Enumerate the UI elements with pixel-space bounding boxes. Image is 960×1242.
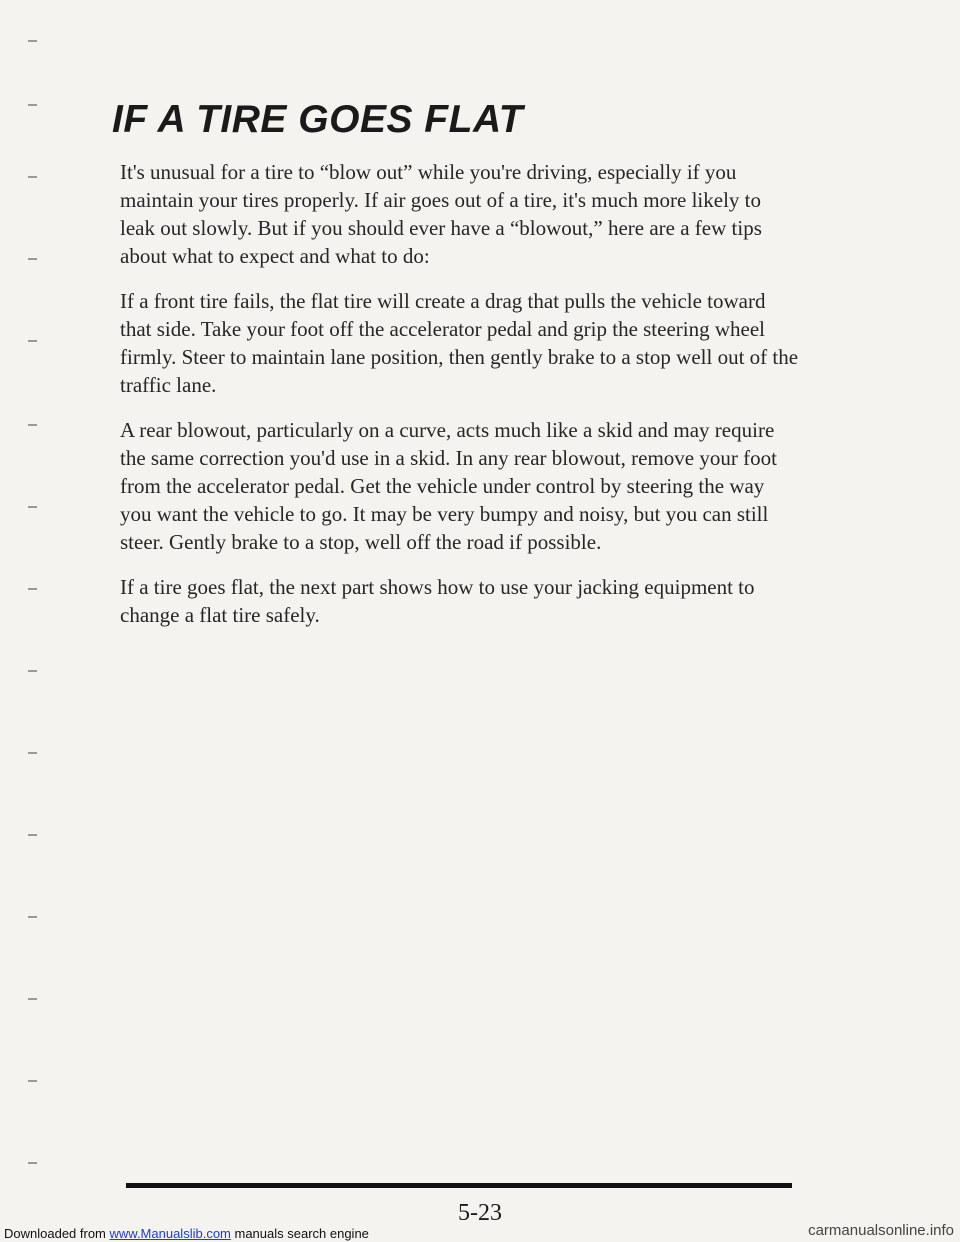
margin-tick <box>28 916 37 918</box>
manualslib-link[interactable]: www.Manualslib.com <box>109 1226 231 1241</box>
margin-tick <box>28 40 37 42</box>
margin-tick <box>28 670 37 672</box>
paragraph-intro: It's unusual for a tire to “blow out” while you're driving, especially if you maintain your tires properly. If air goes out of a tire, it's much more likely to leak out slowly. But if you should ever have a “blowout,” here are a few tips about what to expect and what to do: <box>120 160 762 268</box>
margin-tick <box>28 1080 37 1082</box>
paragraph-rear-blowout: A rear blowout, particularly on a curve, acts much like a skid and may require the same correction you'd use in a skid. In any rear blowout, remove your foot from the accelerator pedal. Get the vehicle under control by steering the way you want the vehicle to go. It may be very bumpy and noisy, but you can still steer. Gently brake to a stop, well off the road if possible. <box>120 418 777 554</box>
page-title: IF A TIRE GOES FLAT <box>112 98 524 141</box>
margin-tick <box>28 1162 37 1164</box>
body-text <box>120 158 800 646</box>
margin-tick <box>28 424 37 426</box>
paragraph-front-tire: If a front tire fails, the flat tire will create a drag that pulls the vehicle toward that side. Take your foot off the accelerator pedal and grip the steering wheel firmly. Steer to maintain lane position, then gently brake to a stop well out of the traffic lane. <box>120 289 799 397</box>
watermark-prefix: Downloaded from <box>4 1226 110 1241</box>
margin-tick <box>28 834 37 836</box>
margin-tick <box>28 176 37 178</box>
margin-tick <box>28 104 37 106</box>
download-watermark <box>4 1226 369 1241</box>
margin-marks <box>28 0 48 1242</box>
margin-tick <box>28 588 37 590</box>
paragraph-next-part: If a tire goes flat, the next part shows how to use your jacking equipment to change a flat tire safely. <box>120 575 755 627</box>
watermark-suffix: manuals search engine <box>230 1226 369 1241</box>
margin-tick <box>28 506 37 508</box>
margin-tick <box>28 340 37 342</box>
margin-tick <box>28 258 37 260</box>
page-number: 5-23 <box>458 1200 502 1226</box>
margin-tick <box>28 752 37 754</box>
margin-tick <box>28 998 37 1000</box>
footer-rule <box>126 1183 792 1188</box>
site-watermark: carmanualsonline.info <box>808 1222 954 1239</box>
